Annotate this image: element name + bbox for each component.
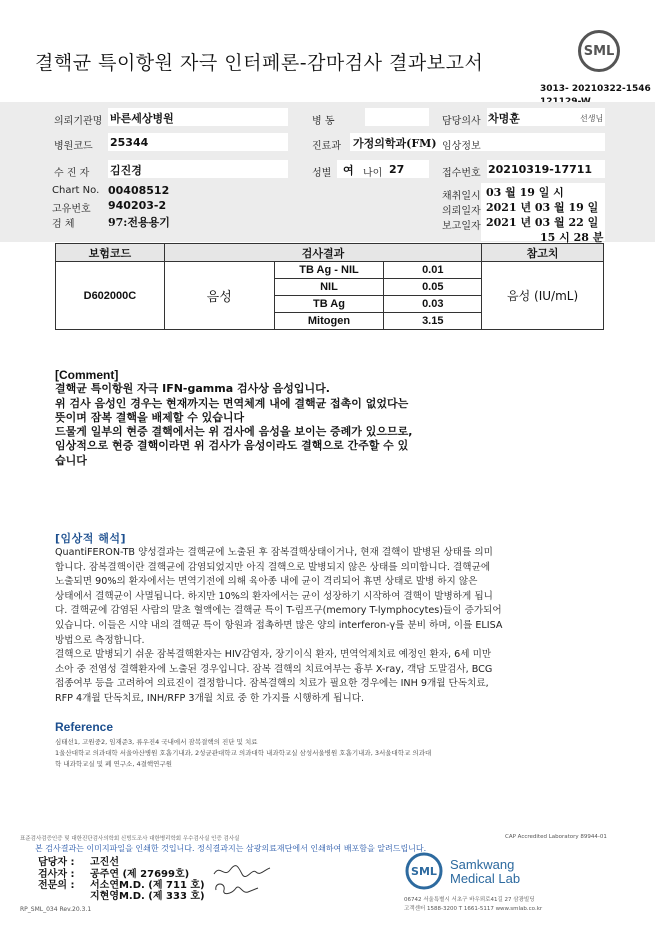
doctor-value: 차명훈 bbox=[488, 112, 520, 125]
request-label: 의뢰일자 bbox=[442, 206, 481, 217]
clinical-line: 있습니다. 이들은 시약 내의 결핵균 특이 항원과 접촉하면 많은 양의 interferon-γ를 분비 하며, 이를 ELISA bbox=[55, 619, 503, 631]
assignee-name: 고진선 bbox=[90, 857, 119, 868]
unique-no-label: 고유번호 bbox=[52, 204, 91, 215]
report-value: 2021 년 03 월 22 일 bbox=[486, 216, 599, 229]
result-name: TB Ag bbox=[274, 296, 384, 313]
comment-line: 위 검사 음성인 경우는 현재까지는 면역체계 내에 결핵균 접촉이 없었다는 bbox=[55, 396, 409, 410]
reference-line: 1울산대학교 의과대학 서울아산병원 호흡기내과, 2성균관대학교 의과대학 내과학교실 삼성서울병원 호흡기내과, 3서울대학교 의과대 bbox=[55, 749, 432, 757]
comment-line: 뜻이며 잠복 결핵을 배제할 수 있습니다 bbox=[55, 410, 245, 424]
receipt-no-label: 접수번호 bbox=[442, 168, 481, 179]
reference-title: Reference bbox=[55, 720, 114, 734]
footer-print-note: 본 검사결과는 이미지파일을 인쇄한 것입니다. 정식결과지는 삼광의료재단에서 인쇄하여 배포함을 알려드립니다. bbox=[35, 844, 427, 853]
signature-image-1 bbox=[212, 862, 272, 880]
logo-text: SML bbox=[583, 43, 615, 59]
reference-value: 음성 (IU/mL) bbox=[482, 262, 604, 330]
clinical-line: 다. 결핵균에 감염된 사람의 말초 혈액에는 결핵균 특이 T-림프구(memory T-lymphocytes)들이 증가되어 bbox=[55, 605, 502, 617]
clinical-line: 접종여부 등을 고려하여 의료진이 결정합니다. 잠복결핵의 치료가 필요한 경우에는 INH 9개월 단독치료, bbox=[55, 678, 489, 690]
result-name: Mitogen bbox=[274, 313, 384, 330]
clinical-line: 소아 중 전염성 결핵환자에 노출된 경우입니다. 잠복 결핵의 치료여부는 흉부 X-ray, 객담 도말검사, BCG bbox=[55, 663, 493, 675]
clinical-line: 상태에서 결핵균이 사멸됩니다. 하지만 10%의 환자에서는 균이 성장하기 시작하여 결핵이 발병하게 됩니 bbox=[55, 590, 493, 602]
footer-contact: 고객센터 1588-3200 T 1661-5117 www.smlab.co.kr bbox=[404, 906, 543, 912]
comment-line: 임상적으로 현증 결핵이라면 위 검사가 음성이라도 결핵으로 간주할 수 있 bbox=[55, 439, 409, 453]
result-value: 3.15 bbox=[384, 313, 482, 330]
tester-label: 검사자 : bbox=[38, 869, 75, 880]
assignee-label: 담당자 : bbox=[38, 857, 75, 868]
reference-line: 심태선1, 고원중2, 임재준3, 류우진4 국내에서 잠복결핵의 진단 및 치료 bbox=[55, 738, 258, 746]
clinical-line: 노출되면 90%의 환자에서는 면역기전에 의해 육아종 내에 균이 격리되어 휴면 상태로 발병 하지 않은 bbox=[55, 576, 478, 588]
age-value: 27 bbox=[389, 163, 405, 176]
doctor-suffix: 선생님 bbox=[580, 114, 604, 123]
col-insurance-header: 보험코드 bbox=[56, 244, 165, 262]
request-value: 2021 년 03 월 19 일 bbox=[486, 201, 599, 214]
report-label: 보고일자 bbox=[442, 221, 481, 232]
examinee-value: 김진경 bbox=[110, 164, 142, 177]
brand-name bbox=[450, 858, 520, 886]
specialist-name-2: 지현영M.D. (제 333 호) bbox=[90, 891, 205, 902]
svg-text:SML: SML bbox=[411, 865, 437, 878]
overall-result: 음성 bbox=[164, 262, 274, 330]
tester-name: 공주연 (제 27699호) bbox=[90, 869, 190, 880]
sml-bottom-logo-icon bbox=[404, 851, 444, 891]
clinical-line: 결핵으로 발병되기 쉬운 잠복결핵환자는 HIV감염자, 장기이식 환자, 면역억제치료 예정인 환자, 6세 미만 bbox=[55, 649, 492, 661]
dept-value: 가정의학과(FM) bbox=[353, 137, 437, 150]
result-value: 0.05 bbox=[384, 279, 482, 296]
chart-no-label: Chart No. bbox=[52, 185, 100, 196]
footer-accreditation: CAP Accredited Laboratory 89944-01 bbox=[505, 834, 607, 840]
examinee-label: 수 진 자 bbox=[54, 168, 90, 179]
unique-no-value: 940203-2 bbox=[108, 199, 167, 212]
sml-logo bbox=[578, 30, 620, 72]
doctor-label: 담당의사 bbox=[442, 116, 481, 127]
hospital-code-label: 병원코드 bbox=[54, 141, 93, 152]
insurance-code: D602000C bbox=[56, 262, 165, 330]
report-time: 15 시 28 분 bbox=[540, 231, 604, 244]
comment-line: 드물게 일부의 현증 결핵에서는 위 검사에 음성을 보이는 증례가 있으므로, bbox=[55, 425, 413, 439]
clinical-line: RFP 4개월 단독치료, INH/RFP 3개월 치료 중 한 가지를 시행하게 됩니다. bbox=[55, 692, 365, 704]
clinical-line: 합니다. 잠복결핵이란 결핵균에 감염되었지만 아직 결핵으로 발병되지 않은 상태를 의미합니다. 결핵균에 bbox=[55, 561, 491, 573]
clinical-body bbox=[55, 546, 611, 707]
specimen-value: 97:전용용기 bbox=[108, 216, 170, 229]
hospital-label: 의뢰기관명 bbox=[54, 116, 103, 127]
brand-line-1: Samkwang bbox=[450, 857, 515, 872]
result-name: NIL bbox=[274, 279, 384, 296]
clinical-info-label: 임상정보 bbox=[442, 141, 481, 152]
comment-title: [Comment] bbox=[55, 368, 119, 382]
comment-section bbox=[55, 368, 485, 468]
signature-image-2 bbox=[212, 880, 262, 898]
comment-line: 결핵균 특이항원 자극 IFN-gamma 검사상 음성입니다. bbox=[55, 382, 330, 396]
chart-no-value: 00408512 bbox=[108, 184, 170, 197]
page-title: 결핵균 특이항원 자극 인터페론-감마검사 결과보고서 bbox=[35, 52, 484, 74]
brand-line-2: Medical Lab bbox=[450, 871, 521, 886]
specialist-label: 전문의 : bbox=[38, 880, 75, 891]
sex-value: 여 bbox=[343, 164, 354, 177]
document-id-line1: 3013- 20210322-1546 bbox=[540, 84, 651, 94]
result-table bbox=[55, 243, 604, 330]
clinical-line: QuantiFERON-TB 양성결과는 결핵균에 노출된 후 잠복결핵상태이거나, 현재 결핵이 발병된 상태를 의미 bbox=[55, 547, 493, 558]
specialist-name-1: 서소연M.D. (제 711 호) bbox=[90, 880, 205, 891]
collect-value: 03 월 19 일 시 bbox=[486, 186, 564, 199]
comment-line: 습니다 bbox=[55, 453, 87, 467]
hospital-code-value: 25344 bbox=[110, 136, 149, 149]
footer-small-note: 표준검사검증인증 및 대한진단검사의학회 신빙도조사 대한병리학회 우수검사실 인증 검사실 bbox=[20, 836, 240, 842]
ward-label: 병 동 bbox=[312, 116, 335, 127]
clinical-line: 방법으로 측정합니다. bbox=[55, 634, 145, 646]
dept-label: 진료과 bbox=[312, 141, 341, 152]
sex-label: 성별 bbox=[312, 168, 332, 179]
col-reference-header: 참고치 bbox=[482, 244, 604, 262]
specimen-label: 검 체 bbox=[52, 219, 75, 230]
hospital-value: 바른세상병원 bbox=[110, 112, 174, 125]
reference-line: 학 내과학교실 및 폐 연구소, 4결핵연구원 bbox=[55, 760, 172, 768]
clinical-title: [임상적 해석] bbox=[55, 532, 127, 545]
form-code: RP_SML_034 Rev.20.3.1 bbox=[20, 906, 92, 913]
col-result-header: 검사결과 bbox=[164, 244, 481, 262]
age-label: 나이 bbox=[363, 168, 383, 179]
collect-label: 채취일시 bbox=[442, 191, 481, 202]
result-value: 0.03 bbox=[384, 296, 482, 313]
receipt-no-value: 20210319-17711 bbox=[488, 163, 593, 176]
result-value: 0.01 bbox=[384, 262, 482, 279]
footer-address: 06742 서울특별시 서초구 바우뫼로41길 27 삼광빌딩 bbox=[404, 897, 535, 903]
result-name: TB Ag - NIL bbox=[274, 262, 384, 279]
